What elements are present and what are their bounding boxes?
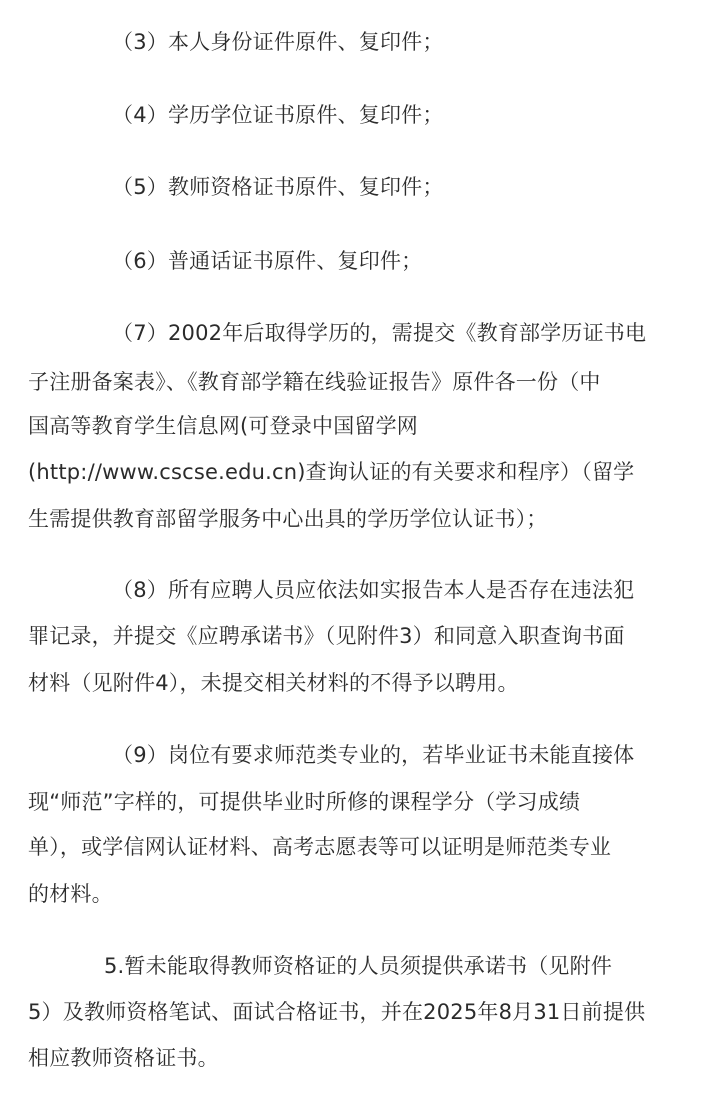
item-7-line-4: (http://www.cscse.edu.cn)查询认证的有关要求和程序）（留学: [28, 460, 635, 484]
item-4-line-1: （4）学历学位证书原件、复印件；: [112, 103, 444, 127]
item-7-line-1: （7）2002年后取得学历的，需提交《教育部学历证书电: [112, 321, 647, 345]
item-8-line-1: （8）所有应聘人员应依法如实报告本人是否存在违法犯: [112, 578, 635, 602]
item-5-main-line-3: 相应教师资格证书。: [28, 1046, 219, 1070]
item-5-line-1: （5）教师资格证书原件、复印件；: [112, 175, 444, 199]
item-3-line-1: （3）本人身份证件原件、复印件；: [112, 30, 444, 54]
item-9-line-2: 现“师范”字样的，可提供毕业时所修的课程学分（学习成绩: [28, 790, 581, 814]
item-7-line-2: 子注册备案表》、《教育部学籍在线验证报告》原件各一份（中: [28, 370, 601, 394]
item-5-main-line-1: 5.暂未能取得教师资格证的人员须提供承诺书（见附件: [104, 954, 613, 978]
item-9-line-1: （9）岗位有要求师范类专业的，若毕业证书未能直接体: [112, 743, 635, 767]
item-5-main-line-2: 5）及教师资格笔试、面试合格证书，并在2025年8月31日前提供: [28, 1000, 646, 1024]
item-9-line-3: 单），或学信网认证材料、高考志愿表等可以证明是师范类专业: [28, 835, 612, 859]
item-8-line-3: 材料（见附件4），未提交相关材料的不得予以聘用。: [28, 671, 519, 695]
item-9-line-4: 的材料。: [28, 882, 113, 906]
item-7-line-5: 生需提供教育部留学服务中心出具的学历学位认证书）；: [28, 507, 548, 531]
item-8-line-2: 罪记录，并提交《应聘承诺书》（见附件3）和同意入职查询书面: [28, 624, 625, 648]
item-6-line-1: （6）普通话证书原件、复印件；: [112, 249, 423, 273]
item-7-line-3: 国高等教育学生信息网(可登录中国留学网: [28, 414, 418, 438]
